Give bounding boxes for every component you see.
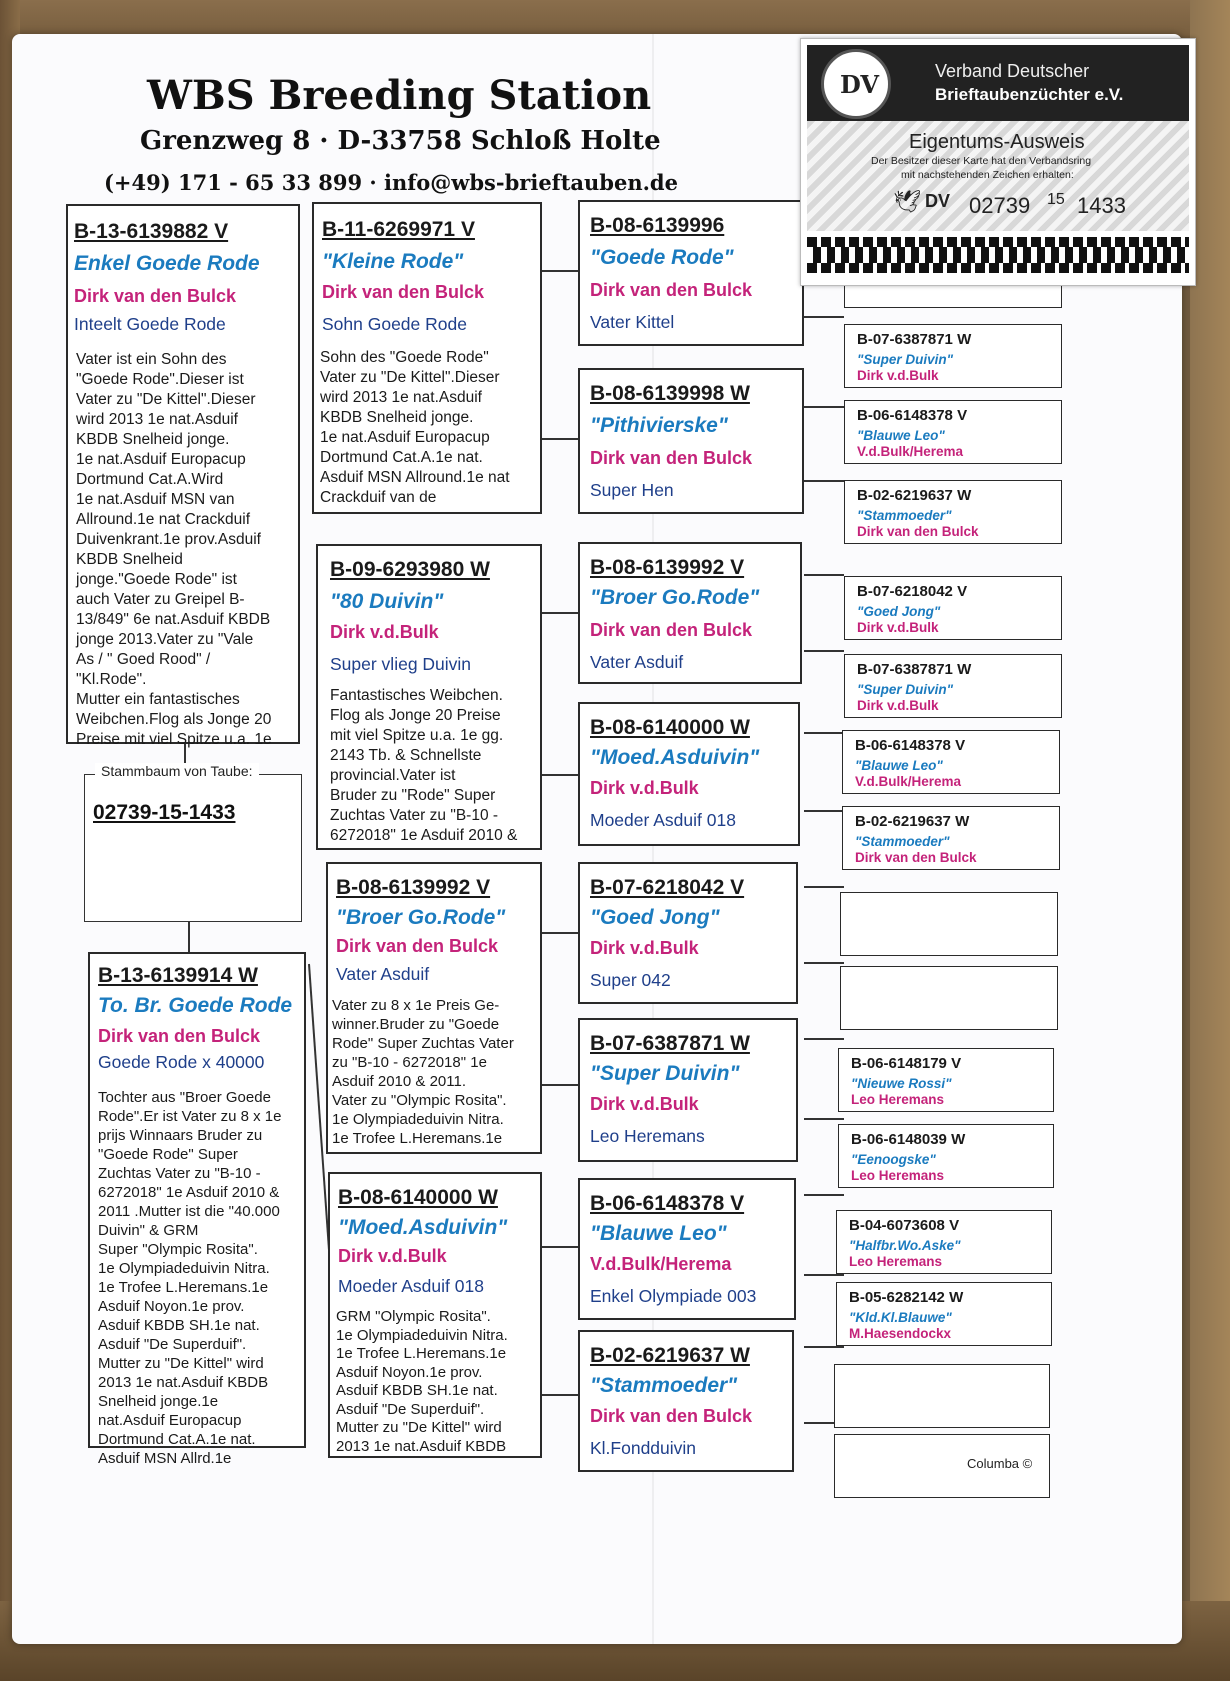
connector-line bbox=[804, 316, 844, 318]
pedigree-id-box bbox=[84, 763, 302, 922]
ring-number: B-04-6073608 V bbox=[849, 1217, 960, 1234]
ancestor-card-gen3[interactable] bbox=[578, 1330, 794, 1472]
breeder-name: Leo Heremans bbox=[849, 1254, 943, 1269]
breeder-name: V.d.Bulk/Herema bbox=[855, 774, 962, 789]
breeder-name: Dirk van den Bulck bbox=[336, 936, 499, 956]
pigeon-description: Super Hen bbox=[590, 480, 674, 500]
ring-number: B-11-6269971 V bbox=[322, 218, 475, 241]
ownership-id-card bbox=[800, 38, 1196, 286]
ring-number: B-08-6139992 V bbox=[590, 556, 745, 579]
breeder-name: Dirk v.d.Bulk bbox=[857, 698, 939, 713]
breeder-name: Dirk v.d.Bulk bbox=[590, 938, 699, 958]
breeder-name: Dirk van den Bulck bbox=[322, 282, 485, 302]
pedigree-id-number: 02739-15-1433 bbox=[93, 801, 236, 824]
ring-number: B-06-6148039 W bbox=[851, 1131, 966, 1148]
association-logo-icon bbox=[821, 49, 891, 119]
id-card-title: Eigentums-Ausweis bbox=[909, 131, 1085, 153]
id-club-number: 02739 bbox=[969, 193, 1031, 218]
connector-line bbox=[804, 732, 844, 734]
id-card-subtitle: mit nachstehenden Zeichen erhalten: bbox=[901, 169, 1074, 181]
breeder-name: Dirk v.d.Bulk bbox=[330, 622, 439, 642]
breeder-name: Dirk v.d.Bulk bbox=[857, 620, 939, 635]
ring-number: B-02-6219637 W bbox=[590, 1344, 750, 1367]
pigeon-description: Enkel Olympiade 003 bbox=[590, 1286, 757, 1306]
breeder-name: Dirk van den Bulck bbox=[590, 280, 753, 300]
ancestor-card-gen3[interactable] bbox=[578, 542, 802, 684]
breeder-name: Leo Heremans bbox=[851, 1168, 945, 1183]
breeder-name: Dirk v.d.Bulk bbox=[338, 1246, 447, 1266]
ancestor-card-gen4[interactable] bbox=[838, 1048, 1054, 1112]
pigeon-description: Sohn Goede Rode bbox=[322, 314, 467, 334]
breeder-name: Leo Heremans bbox=[851, 1092, 945, 1107]
ring-number: B-08-6139996 bbox=[590, 214, 725, 237]
pigeon-name: "Broer Go.Rode" bbox=[590, 586, 760, 609]
pigeon-description: Inteelt Goede Rode bbox=[74, 314, 226, 334]
pigeon-description: Vater Kittel bbox=[590, 312, 675, 332]
pigeon-name: "Stammoeder" bbox=[590, 1374, 738, 1397]
ring-number: B-05-6282142 W bbox=[849, 1289, 964, 1306]
connector-line bbox=[804, 1118, 844, 1120]
ancestor-card-gen3[interactable] bbox=[578, 200, 804, 346]
pigeon-name: "Eenoogske" bbox=[851, 1152, 936, 1167]
ring-number: B-07-6387871 W bbox=[857, 331, 972, 348]
connector-line bbox=[804, 1346, 844, 1348]
ring-number: B-08-6139998 W bbox=[590, 382, 750, 405]
association-name-line2: Brieftaubenzüchter e.V. bbox=[935, 85, 1124, 104]
breeder-name: Dirk van den Bulck bbox=[98, 1026, 261, 1046]
ring-number: B-08-6140000 W bbox=[590, 716, 750, 739]
pigeon-description: Super 042 bbox=[590, 970, 671, 990]
pigeon-description: Leo Heremans bbox=[590, 1126, 705, 1146]
breeder-name: Dirk van den Bulck bbox=[857, 524, 979, 539]
ancestor-card-gen3[interactable] bbox=[578, 1018, 798, 1162]
connector-line bbox=[804, 650, 844, 652]
ancestor-card-gen3[interactable] bbox=[578, 1178, 796, 1320]
ring-number: B-07-6387871 W bbox=[857, 661, 972, 678]
pigeon-name: "Kld.Kl.Blauwe" bbox=[849, 1310, 952, 1325]
ancestor-card-gen4[interactable] bbox=[842, 730, 1060, 794]
id-card-header bbox=[807, 45, 1189, 121]
ring-number: B-13-6139882 V bbox=[74, 220, 229, 243]
breeder-name: Dirk van den Bulck bbox=[74, 286, 237, 306]
pigeon-bio: Vater zu 8 x 1e Preis Ge- winner.Bruder zu "Goede Rode" Super Zuchtas Vater zu "B-10 - 6272018" 1e Asduif 2010 & 2011. Vater zu "Olympic Rosita". 1e Olympiadeduivin Nitra. 1e Trofee L.Heremans.1e bbox=[332, 997, 514, 1147]
ancestor-card-gen3[interactable] bbox=[578, 702, 800, 846]
ancestor-card-gen4[interactable] bbox=[844, 324, 1062, 388]
ring-number: B-07-6218042 V bbox=[590, 876, 745, 899]
pigeon-name: "Stammoeder" bbox=[855, 834, 950, 849]
pigeon-bio: Vater ist ein Sohn des "Goede Rode".Dieser ist Vater zu "De Kittel".Dieser wird 2013 1e nat.Asduif KBDB Snelheid jonge. 1e nat.Asduif Europacup Dortmund Cat.A.Wird 1e nat.Asduif MSN van Allround.1e nat Crackduif Duivenkrant.1e prov.Asduif KBDB Snelheid jonge."Goede Rode" ist auch Vater zu Greipel B- 13/849" 6e nat.Asduif KBDB jonge 2013.Vater zu "Vale As / " Goed Rood" / "Kl.Rode". Mutter ein fantastisches Weibchen.Flog als Jonge 20 Preise mit viel Spitze u.a. 1e bbox=[76, 351, 272, 748]
pigeon-bio: Fantastisches Weibchen. Flog als Jonge 20 Preise mit viel Spitze u.a. 1e gg. 2143 Tb. & Schnellste provincial.Vater ist Bruder zu "Rode" Super Zuchtas Vater zu "B-10 - 6272018" 1e Asduif 2010 & bbox=[330, 687, 518, 844]
id-card-subtitle: Der Besitzer dieser Karte hat den Verbandsring bbox=[871, 155, 1092, 167]
ancestor-card-gen4[interactable] bbox=[836, 1282, 1052, 1346]
pigeon-name: "Goed Jong" bbox=[590, 906, 720, 929]
association-name-line1: Verband Deutscher bbox=[935, 61, 1090, 81]
ring-number: B-02-6219637 W bbox=[855, 813, 970, 830]
ancestor-card-gen2[interactable] bbox=[312, 202, 542, 514]
software-credit: Columba © bbox=[967, 1456, 1033, 1471]
id-serial-number: 1433 bbox=[1077, 193, 1126, 218]
pigeon-name: "Broer Go.Rode" bbox=[336, 906, 506, 929]
connector-line bbox=[804, 1274, 844, 1276]
ancestor-card-gen4[interactable] bbox=[836, 1210, 1052, 1274]
pigeon-description: Vater Asduif bbox=[336, 964, 430, 984]
id-year: 15 bbox=[1047, 191, 1065, 208]
breeder-name: Dirk v.d.Bulk bbox=[590, 778, 699, 798]
pigeon-name: "Nieuwe Rossi" bbox=[851, 1076, 952, 1091]
ring-number: B-08-6140000 W bbox=[338, 1186, 498, 1209]
connector-line bbox=[804, 480, 844, 482]
station-contact: (+49) 171 - 65 33 899 · info@wbs-brieftauben.de bbox=[104, 170, 678, 195]
logo-text: DV bbox=[840, 70, 880, 99]
id-card-band-pattern bbox=[807, 247, 1189, 263]
ancestor-card-gen4[interactable] bbox=[844, 480, 1062, 544]
sire-card[interactable] bbox=[66, 204, 300, 748]
connector-line bbox=[804, 810, 844, 812]
breeder-name: V.d.Bulk/Herema bbox=[857, 444, 964, 459]
ring-number: B-07-6387871 W bbox=[590, 1032, 750, 1055]
breeder-name: V.d.Bulk/Herema bbox=[590, 1254, 732, 1274]
connector-line bbox=[804, 574, 844, 576]
wood-background-right bbox=[1190, 0, 1230, 1681]
ancestor-card-gen3[interactable] bbox=[578, 862, 798, 1004]
ring-number: B-06-6148179 V bbox=[851, 1055, 962, 1072]
page-title: WBS Breeding Station bbox=[147, 72, 652, 119]
pigeon-name: To. Br. Goede Rode bbox=[98, 994, 293, 1017]
pigeon-bio: Tochter aus "Broer Goede Rode".Er ist Vater zu 8 x 1e prijs Winnaars Bruder zu "Goede Rode" Super Zuchtas Vater zu "B-10 - 6272018" 1e Asduif 2010 & 2011 .Mutter ist die "40.000 Duivin" & GRM Super "Olympic Rosita". 1e Olympiadeduivin Nitra. 1e Trofee L.Heremans.1e Asduif Noyon.1e prov. Asduif KBDB SH.1e nat. Asduif "De Superduif". Mutter zu "De Kittel" wird 2013 1e nat.Asduif KBDB Snelheid jonge.1e nat.Asduif Europacup Dortmund Cat.A.1e nat. Asduif MSN Allrd.1e bbox=[98, 1089, 282, 1467]
ancestor-card-gen2[interactable] bbox=[316, 544, 542, 850]
pigeon-name: "Blauwe Leo" bbox=[857, 428, 945, 443]
ancestor-card-gen4[interactable] bbox=[840, 966, 1058, 1030]
ring-number: B-06-6148378 V bbox=[857, 407, 968, 424]
pigeon-description: Moeder Asduif 018 bbox=[338, 1276, 484, 1296]
pigeon-name: "Goede Rode" bbox=[590, 246, 734, 269]
ancestor-card-gen4[interactable] bbox=[834, 1364, 1050, 1428]
connector-line bbox=[804, 962, 844, 964]
pigeon-description: Kl.Fondduivin bbox=[590, 1438, 697, 1458]
pigeon-name: "Super Duivin" bbox=[857, 682, 954, 697]
ancestor-card-gen4[interactable] bbox=[842, 806, 1060, 870]
ring-number: B-02-6219637 W bbox=[857, 487, 972, 504]
breeder-name: Dirk v.d.Bulk bbox=[857, 368, 939, 383]
breeder-name: Dirk v.d.Bulk bbox=[590, 1094, 699, 1114]
connector-line bbox=[804, 1194, 844, 1196]
ancestor-card-gen2[interactable] bbox=[326, 862, 542, 1154]
connector-line bbox=[804, 886, 844, 888]
pigeon-name: Enkel Goede Rode bbox=[74, 252, 260, 275]
ring-number: B-06-6148378 V bbox=[590, 1192, 745, 1215]
pigeon-name: "80 Duivin" bbox=[330, 590, 444, 613]
ancestor-card-gen4[interactable] bbox=[844, 400, 1062, 464]
connector-line bbox=[804, 1038, 844, 1040]
pigeon-name: "Stammoeder" bbox=[857, 508, 952, 523]
station-address: Grenzweg 8 · D-33758 Schloß Holte bbox=[140, 126, 661, 156]
pigeon-name: "Blauwe Leo" bbox=[855, 758, 943, 773]
pigeon-name: "Super Duivin" bbox=[590, 1062, 740, 1085]
dam-card[interactable] bbox=[88, 952, 306, 1467]
pigeon-name: "Blauwe Leo" bbox=[590, 1222, 727, 1245]
connector-line bbox=[188, 922, 190, 952]
pigeon-name: "Halfbr.Wo.Aske" bbox=[849, 1238, 961, 1253]
pigeon-bio: Sohn des "Goede Rode" Vater zu "De Kittel".Dieser wird 2013 1e nat.Asduif KBDB Snelheid jonge. 1e nat.Asduif Europacup Dortmund Cat.A.1e nat. Asduif MSN Allround.1e nat Crackduif van de bbox=[320, 349, 510, 506]
pigeon-name: "Pithivierske" bbox=[590, 414, 728, 437]
ancestor-card-gen2[interactable] bbox=[328, 1172, 542, 1458]
pigeon-name: "Moed.Asduivin" bbox=[338, 1216, 508, 1239]
ancestor-card-gen3[interactable] bbox=[578, 368, 804, 514]
ring-number: B-09-6293980 W bbox=[330, 558, 490, 581]
ancestor-card-gen4[interactable] bbox=[844, 654, 1062, 718]
breeder-name: Dirk van den Bulck bbox=[590, 448, 753, 468]
breeder-name: Dirk van den Bulck bbox=[590, 1406, 753, 1426]
pigeon-name: "Moed.Asduivin" bbox=[590, 746, 760, 769]
pigeon-description: Moeder Asduif 018 bbox=[590, 810, 736, 830]
breeder-name: M.Haesendockx bbox=[849, 1326, 952, 1341]
pigeon-description: Vater Asduif bbox=[590, 652, 684, 672]
ring-number: B-06-6148378 V bbox=[855, 737, 966, 754]
ring-number: B-08-6139992 V bbox=[336, 876, 491, 899]
pigeon-name: "Kleine Rode" bbox=[322, 250, 464, 273]
pigeon-bio: GRM "Olympic Rosita". 1e Olympiadeduivin Nitra. 1e Trofee L.Heremans.1e Asduif Noyon.1e prov. Asduif KBDB SH.1e nat. Asduif "De Superduif". Mutter zu "De Kittel" wird 2013 1e nat.Asduif KBDB bbox=[336, 1308, 508, 1455]
pigeon-name: "Goed Jong" bbox=[857, 604, 941, 619]
connector-line bbox=[804, 406, 844, 408]
ring-number: B-07-6218042 V bbox=[857, 583, 968, 600]
pedigree-id-label: Stammbaum von Taube: bbox=[95, 763, 259, 779]
ancestor-card-gen4[interactable] bbox=[838, 1124, 1054, 1188]
breeder-name: Dirk van den Bulck bbox=[590, 620, 753, 640]
pigeon-icon: 🕊 bbox=[893, 189, 921, 214]
ancestor-card-gen4[interactable] bbox=[840, 892, 1058, 956]
ring-number: B-13-6139914 W bbox=[98, 964, 258, 987]
id-dv-code: DV bbox=[925, 191, 951, 211]
pigeon-description: Goede Rode x 40000 bbox=[98, 1052, 265, 1072]
pigeon-description: Super vlieg Duivin bbox=[330, 654, 472, 674]
pigeon-name: "Super Duivin" bbox=[857, 352, 954, 367]
ancestor-card-gen4[interactable] bbox=[844, 576, 1062, 640]
breeder-name: Dirk van den Bulck bbox=[855, 850, 977, 865]
